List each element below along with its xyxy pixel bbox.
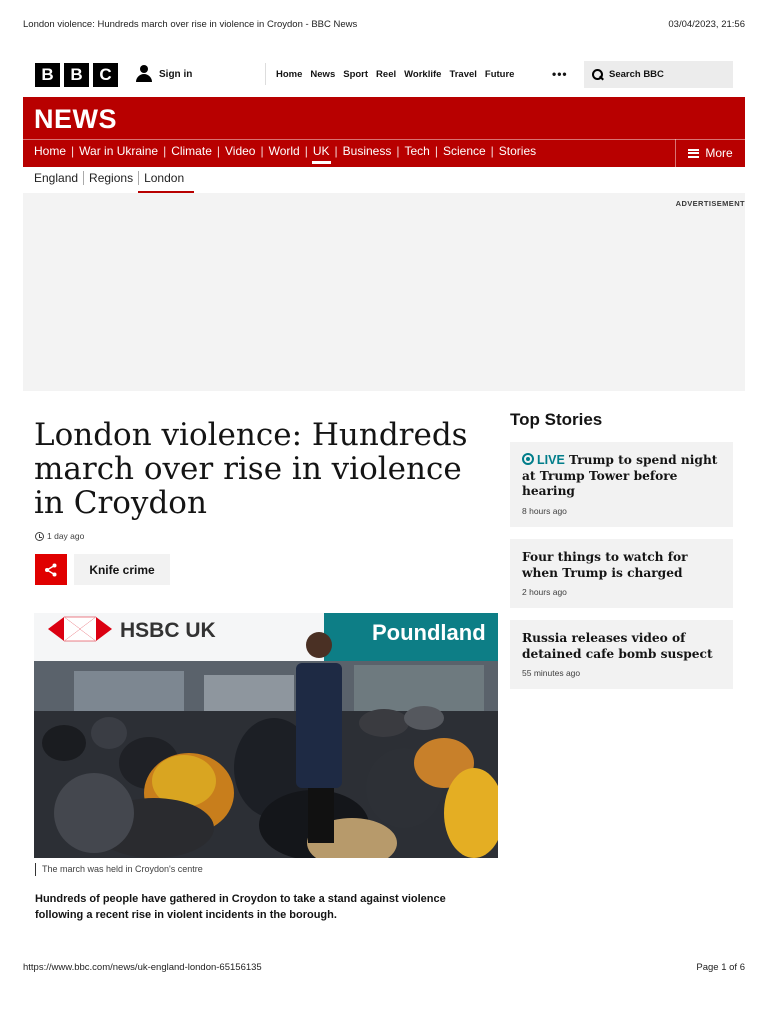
topnav-item-travel[interactable]: Travel (449, 68, 477, 80)
topnav-item-reel[interactable]: Reel (376, 68, 397, 80)
hamburger-icon (688, 149, 699, 158)
topnav-item-news[interactable]: News (310, 68, 336, 80)
news-nav-item[interactable]: World (268, 144, 300, 158)
image-caption: The march was held in Croydon's centre (35, 863, 203, 876)
article-timestamp (35, 531, 84, 541)
news-nav-item-active[interactable]: UK (312, 144, 330, 158)
live-icon (522, 453, 534, 465)
live-badge (522, 453, 565, 467)
article-hero-image (34, 613, 498, 858)
logo-letter: B (64, 63, 89, 87)
print-url: https://www.bbc.com/news/uk-england-london-65156135 (23, 962, 262, 973)
logo-letter: B (35, 63, 60, 87)
news-title[interactable]: NEWS (34, 104, 117, 134)
nav-separator: | (216, 144, 220, 158)
nav-separator: | (490, 144, 494, 158)
advertisement-slot (23, 193, 745, 391)
top-story-card[interactable] (510, 442, 733, 527)
print-footer (23, 962, 745, 976)
nav-separator: | (434, 144, 438, 158)
story-time: 8 hours ago (522, 505, 567, 516)
news-nav-item[interactable]: Tech (404, 144, 430, 158)
topnav-item-sport[interactable]: Sport (343, 68, 369, 80)
print-datetime: 03/04/2023, 21:56 (668, 19, 745, 30)
story-title (522, 453, 723, 500)
sign-in-link[interactable] (135, 65, 192, 83)
sign-in-label: Sign in (159, 68, 193, 80)
nav-separator: | (396, 144, 400, 158)
ellipsis-icon[interactable]: ••• (552, 67, 568, 81)
march-photo (34, 613, 498, 858)
bbc-top-bar (23, 55, 745, 97)
more-label: More (705, 146, 733, 160)
news-nav-item[interactable]: Science (442, 144, 486, 158)
more-menu-button[interactable] (675, 139, 745, 167)
poundland-sign-text: Poundland (372, 620, 486, 645)
article-lede: Hundreds of people have gathered in Croydon to take a stand against violence following a recent rise in violent incidents in the borough. (35, 893, 446, 921)
divider (23, 139, 745, 140)
nav-separator: | (71, 144, 75, 158)
advertisement-label: ADVERTISEMENT (675, 199, 745, 208)
clock-icon (35, 532, 44, 541)
news-nav-item[interactable]: Climate (171, 144, 212, 158)
hsbc-sign-text: HSBC UK (120, 619, 216, 642)
logo-letter: C (93, 63, 118, 87)
nav-separator: | (163, 144, 167, 158)
news-masthead (23, 97, 745, 167)
article-headline: London violence: Hundreds march over rise in violence in Croydon (34, 417, 468, 521)
news-nav-item[interactable]: Stories (498, 144, 537, 158)
news-nav-item[interactable]: Business (342, 144, 392, 158)
nav-separator: | (304, 144, 308, 158)
topnav-item-worklife[interactable]: Worklife (404, 68, 442, 80)
nav-separator: | (334, 144, 338, 158)
top-story-card[interactable] (510, 620, 733, 689)
search-placeholder: Search BBC (609, 69, 664, 80)
top-stories-heading: Top Stories (510, 410, 603, 429)
bbc-logo[interactable] (35, 63, 118, 87)
story-time: 2 hours ago (522, 587, 567, 597)
share-icon (44, 563, 58, 577)
print-header (23, 19, 745, 33)
top-story-card[interactable] (510, 539, 733, 608)
story-time: 55 minutes ago (522, 668, 581, 678)
story-headline[interactable]: Trump to spend night at Trump Tower before hearing (522, 453, 718, 498)
search-bbc-input[interactable] (584, 61, 733, 88)
news-nav-item[interactable]: Video (225, 144, 256, 158)
story-headline[interactable]: Four things to watch for when Trump is charged (522, 550, 688, 580)
news-nav (34, 144, 536, 158)
news-nav-item[interactable]: War in Ukraine (79, 144, 159, 158)
topnav-item-future[interactable]: Future (484, 68, 515, 80)
news-nav-item[interactable]: Home (34, 144, 67, 158)
print-page-number: Page 1 of 6 (696, 962, 745, 973)
live-label: LIVE (537, 453, 565, 467)
sub-nav (34, 171, 189, 185)
search-icon (592, 69, 603, 80)
subnav-item-regions[interactable]: Regions (84, 171, 139, 185)
subnav-item-london[interactable]: London (139, 171, 189, 185)
bbc-top-nav (265, 63, 518, 85)
topnav-item-home[interactable]: Home (276, 68, 303, 80)
share-button[interactable] (35, 554, 67, 585)
subnav-item-england[interactable]: England (34, 171, 84, 185)
topic-tag-knife-crime[interactable]: Knife crime (74, 554, 170, 585)
timestamp-text: 1 day ago (47, 531, 85, 541)
story-headline[interactable]: Russia releases video of detained cafe bomb suspect (522, 631, 713, 661)
person-icon (135, 65, 153, 83)
nav-separator: | (260, 144, 264, 158)
print-page-title: London violence: Hundreds march over rise in violence in Croydon - BBC News (23, 19, 358, 30)
